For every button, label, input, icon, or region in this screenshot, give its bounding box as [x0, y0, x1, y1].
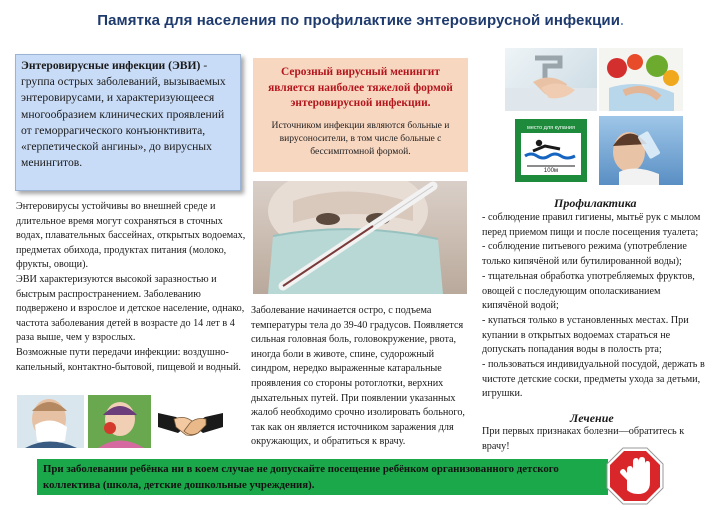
prophylaxis-item-hygiene: - соблюдение правил гигиены, мытьё рук с мылом перед приемом пищи и после посещения туалета;: [482, 212, 701, 238]
evi-term: Энтеровирусные инфекции (ЭВИ): [21, 59, 201, 72]
page-title: Памятка для населения по профилактике энтеровирусной инфекции.: [97, 12, 624, 29]
warning-bar: [37, 459, 608, 495]
evi-definition-box: [15, 54, 241, 191]
prophylaxis-item-drinking: - соблюдение питьевого режима (употребление только кипячёной или бутилированной воды);: [482, 241, 687, 268]
transmission-paragraph: Возможные пути передачи инфекции: воздушно-капельный, контактно-бытовой, пищевой и водный.: [16, 346, 241, 373]
thermometer-photo: [253, 181, 467, 294]
persistence-paragraph: Энтеровирусы устойчивы во внешней среде и длительное время могут сохраняться в сточных водах, плавательных бассейнах, открытых водоемах, предметах обихода, продуктах питания (молоко, фрукты, овощи).: [16, 201, 246, 271]
prophylaxis-item-tableware: - пользоваться индивидуальной посудой, держать в чистоте детские соски, предметы ухода за детьми, игрушки.: [482, 359, 705, 400]
symptoms-text: Заболевание начинается остро, с подъема температуры тела до 39-40 градусов. Появляется сильная головная боль, головокружение, рвота, иногда боли в животе, спине, судорожный синдром, нередко выраженные катаральные проявления со стороны ротоглотки, верхних дыхательных путей. При появлении указанных жалоб необходимо срочно изолировать больного, так как он является источником заражения для окружающих, и обратиться к врачу.: [251, 305, 465, 448]
meningitis-body: Источником инфекции являются больные и вирусоносители, в том числе больные с бессимптомной формой.: [271, 119, 450, 157]
title-dot: .: [620, 13, 624, 28]
contagiousness-paragraph: ЭВИ характеризуются высокой заразностью и быстрым распространением. Заболеванию подвержено и взрослое и детское население, однако, частота заболевания детей в возрасте до 14 лет в 4 раза выше, чем у взрослых.: [16, 273, 245, 344]
meningitis-box: [253, 58, 468, 172]
treatment-text: При первых признаках болезни—обратитесь к врачу!: [482, 426, 685, 452]
treatment-title: Лечение: [570, 411, 614, 425]
sneezing-man-photo: [17, 395, 84, 448]
handshake-photo: [156, 395, 225, 448]
drinking-water-photo: [599, 116, 683, 185]
left-column-text: [16, 200, 246, 375]
child-eating-photo: [88, 395, 151, 448]
beach-sign-distance: 100м: [543, 168, 559, 174]
warning-text: При заболевании ребёнка ни в коем случае не допускайте посещение ребёнком организованного детского коллектива (школа, детские дошкольные учреждения).: [43, 463, 559, 491]
beach-sign-label: место для купания: [527, 125, 575, 131]
prophylaxis-item-produce: - тщательная обработка употребляемых фруктов, овощей с последующим ополаскиванием кипячёной водой;: [482, 270, 695, 312]
thermometer-illustration: [253, 181, 467, 294]
prophylaxis-list: [482, 211, 708, 402]
stop-hand-icon: [605, 446, 665, 506]
handwashing-photo: [505, 48, 597, 111]
prophylaxis-title: Профилактика: [554, 196, 637, 210]
evi-definition: - группа острых заболеваний, вызываемых энтеровирусами, и характеризующееся многообразием клинических проявлений от геморрагического конъюнктивита, «герпетической ангины», до вирусных менингитов.: [21, 59, 226, 170]
prophylaxis-item-swimming: - купаться только в установленных местах. При купании в открытых водоемах стараться не допускать попадания воды в полость рта;: [482, 314, 689, 356]
vegetables-photo: [599, 48, 683, 111]
meningitis-headline: Серозный вирусный менингит является наиболее тяжелой формой энтеровирусной инфекции.: [268, 66, 453, 109]
swimming-place-sign-photo: [505, 116, 597, 185]
